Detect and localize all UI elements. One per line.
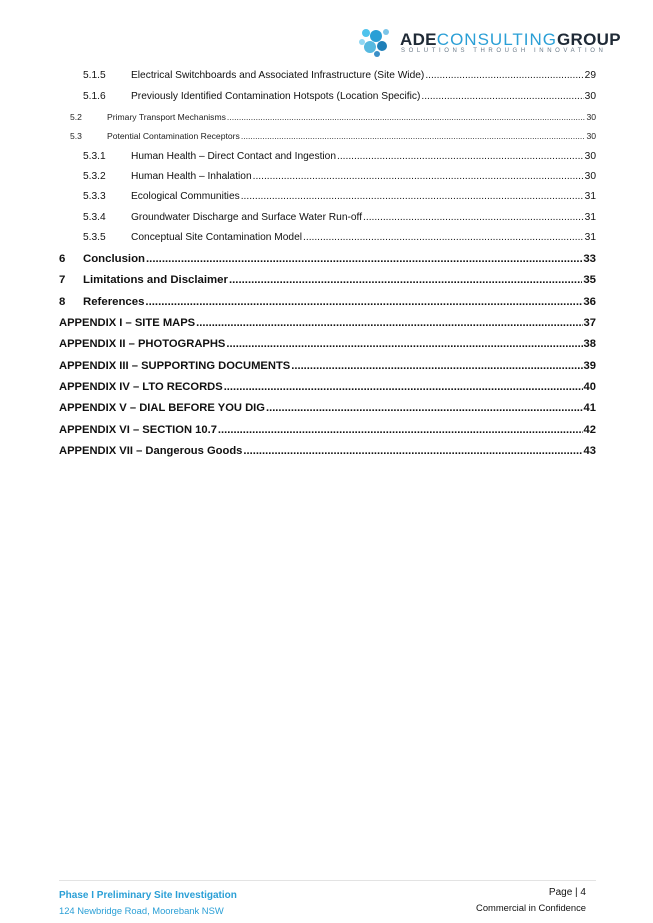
toc-dot-leader — [227, 112, 586, 122]
toc-entry[interactable] — [59, 274, 596, 286]
toc-entry-title: APPENDIX V – DIAL BEFORE YOU DIG — [59, 402, 265, 414]
toc-dot-leader — [266, 402, 583, 414]
toc-entry[interactable] — [59, 171, 596, 182]
toc-entry-page: 30 — [584, 91, 596, 102]
toc-entry-number: 5.3.1 — [83, 151, 106, 162]
toc-entry[interactable] — [59, 191, 596, 202]
toc-entry[interactable] — [59, 424, 596, 436]
footer-confidentiality: Commercial in Confidence — [476, 902, 586, 913]
toc-entry[interactable] — [59, 131, 596, 141]
toc-entry-number: 5.3 — [70, 131, 82, 141]
logo-wordmark: ADECONSULTINGGROUP — [400, 30, 621, 49]
toc-entry-number: 6 — [59, 253, 66, 265]
toc-entry-number: 5.1.5 — [83, 70, 106, 81]
toc-entry-page: 33 — [583, 253, 596, 265]
toc-dot-leader — [425, 70, 583, 81]
toc-entry-number: 8 — [59, 296, 66, 308]
toc-entry-number: 7 — [59, 274, 66, 286]
toc-entry-page: 40 — [583, 381, 596, 393]
logo-mark-icon — [356, 24, 392, 58]
toc-dot-leader — [224, 381, 583, 393]
toc-entry-page: 30 — [584, 151, 596, 162]
toc-entry[interactable] — [59, 232, 596, 243]
toc-entry-page: 35 — [583, 274, 596, 286]
toc-entry[interactable] — [59, 338, 596, 350]
toc-entry-title: Human Health – Inhalation — [131, 171, 252, 182]
toc-entry-page: 29 — [584, 70, 596, 81]
footer-report-title: Phase I Preliminary Site Investigation — [59, 890, 237, 901]
toc-entry-page: 30 — [586, 112, 596, 122]
toc-entry[interactable] — [59, 212, 596, 223]
toc-entry[interactable] — [59, 296, 596, 308]
toc-entry-page: 37 — [583, 317, 596, 329]
toc-entry-title: APPENDIX I – SITE MAPS — [59, 317, 196, 329]
toc-entry[interactable] — [59, 445, 596, 457]
toc-entry[interactable] — [59, 360, 596, 372]
toc-entry-page: 38 — [583, 338, 596, 350]
toc-entry[interactable] — [59, 317, 596, 329]
toc-dot-leader — [146, 253, 582, 265]
toc-entry[interactable] — [59, 151, 596, 162]
toc-entry-title: APPENDIX III – SUPPORTING DOCUMENTS — [59, 360, 291, 372]
toc-entry-page: 42 — [583, 424, 596, 436]
toc-dot-leader — [226, 338, 582, 350]
toc-entry-page: 41 — [583, 402, 596, 414]
toc-entry-title: References — [83, 296, 145, 308]
toc-entry-title: Conceptual Site Contamination Model — [131, 232, 303, 243]
toc-dot-leader — [337, 151, 584, 162]
toc-entry-page: 39 — [583, 360, 596, 372]
toc-entry-number: 5.3.4 — [83, 212, 106, 223]
toc-dot-leader — [291, 360, 582, 372]
toc-entry-number: 5.3.5 — [83, 232, 106, 243]
toc-entry-number: 5.1.6 — [83, 91, 106, 102]
toc-entry-title: APPENDIX IV – LTO RECORDS — [59, 381, 223, 393]
toc-entry-title: Conclusion — [83, 253, 146, 265]
toc-entry-title: APPENDIX VII – Dangerous Goods — [59, 445, 243, 457]
toc-entry[interactable] — [59, 91, 596, 102]
toc-entry-number: 5.3.3 — [83, 191, 106, 202]
toc-entry-page: 43 — [583, 445, 596, 457]
toc-dot-leader — [243, 445, 582, 457]
toc-entry-title: Groundwater Discharge and Surface Water Run-off — [131, 212, 363, 223]
toc-dot-leader — [363, 212, 584, 223]
toc-entry[interactable] — [59, 381, 596, 393]
toc-entry-page: 30 — [586, 131, 596, 141]
toc-entry-title: Limitations and Disclaimer — [83, 274, 228, 286]
logo-tagline: SOLUTIONS THROUGH INNOVATION — [401, 48, 607, 54]
toc-dot-leader — [196, 317, 582, 329]
toc-dot-leader — [218, 424, 583, 436]
toc-entry[interactable] — [59, 253, 596, 265]
toc-entry-page: 36 — [583, 296, 596, 308]
footer-divider — [59, 880, 596, 881]
toc-entry-title: Human Health – Direct Contact and Ingestion — [131, 151, 336, 162]
toc-entry-number: 5.3.2 — [83, 171, 106, 182]
toc-entry[interactable] — [59, 112, 596, 122]
toc-entry-page: 30 — [584, 171, 596, 182]
toc-entry-title: APPENDIX II – PHOTOGRAPHS — [59, 338, 226, 350]
toc-entry[interactable] — [59, 402, 596, 414]
footer-address: 124 Newbridge Road, Moorebank NSW — [59, 905, 224, 916]
company-logo — [356, 24, 621, 60]
toc-entry-page: 31 — [584, 191, 596, 202]
toc-dot-leader — [253, 171, 584, 182]
toc-dot-leader — [145, 296, 582, 308]
toc-entry-title: APPENDIX VI – SECTION 10.7 — [59, 424, 217, 436]
toc-dot-leader — [229, 274, 582, 286]
toc-dot-leader — [241, 191, 584, 202]
toc-entry-title: Primary Transport Mechanisms — [107, 112, 226, 122]
toc-entry-page: 31 — [584, 232, 596, 243]
toc-entry-title: Electrical Switchboards and Associated Infrastructure (Site Wide) — [131, 70, 425, 81]
toc-entry-title: Previously Identified Contamination Hotspots (Location Specific) — [131, 91, 421, 102]
toc-dot-leader — [303, 232, 584, 243]
footer-page-number: Page | 4 — [548, 887, 586, 898]
toc-entry-number: 5.2 — [70, 112, 82, 122]
toc-entry-page: 31 — [584, 212, 596, 223]
toc-entry[interactable] — [59, 70, 596, 81]
toc-dot-leader — [241, 131, 586, 141]
toc-entry-title: Potential Contamination Receptors — [107, 131, 240, 141]
toc-dot-leader — [421, 91, 583, 102]
toc-entry-title: Ecological Communities — [131, 191, 240, 202]
